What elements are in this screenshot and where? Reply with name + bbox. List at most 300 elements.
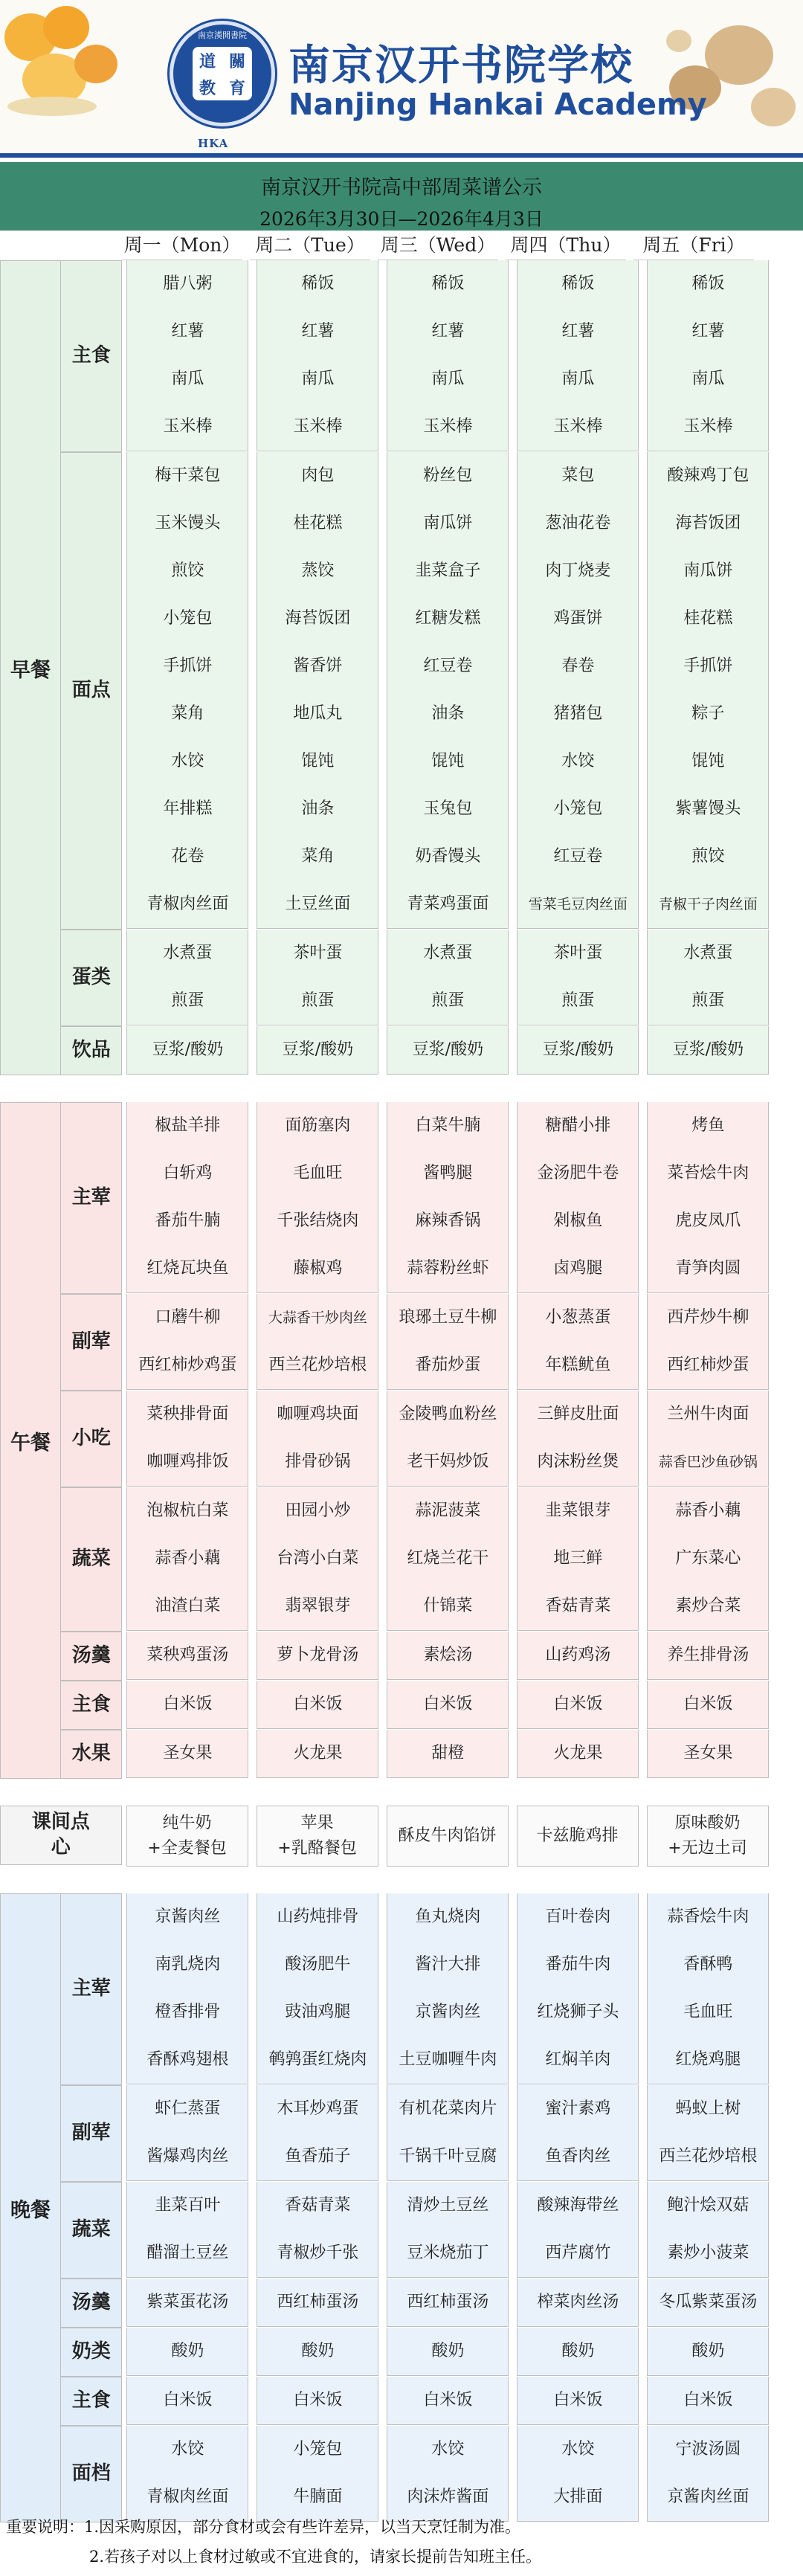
page-title: 南京汉开书院高中部周菜谱公示 [261, 176, 542, 199]
dish: 酱香饼 [293, 657, 343, 675]
category-label: 课间点心 [0, 1806, 122, 1865]
dish: +全麦餐包 [147, 1839, 227, 1858]
dish: 金汤肥牛卷 [537, 1164, 619, 1182]
dish: 醋溜土豆丝 [146, 2244, 229, 2262]
dish: 稀饭 [431, 274, 465, 293]
day-cell [257, 2328, 378, 2376]
dish: 雪菜毛豆肉丝面 [528, 896, 628, 912]
dish: 香酥鸡翅根 [146, 2050, 229, 2069]
logo-ring-text: 南京漢開書院 [198, 30, 247, 40]
dish: 春卷 [561, 657, 595, 675]
dish: 蒜蓉粉丝虾 [407, 1259, 489, 1278]
dish: 白米饭 [293, 2391, 343, 2409]
dish: 馄饨 [691, 752, 725, 770]
day-cell [647, 1102, 769, 1293]
category-label: 汤羹 [61, 1632, 122, 1681]
category-row [61, 1632, 803, 1681]
dish: 南瓜饼 [683, 561, 733, 580]
day-cell [126, 1806, 248, 1867]
day-cell [647, 260, 769, 451]
day-cell [517, 2279, 639, 2327]
day-cell [257, 260, 378, 451]
dish: 粉丝包 [423, 466, 473, 485]
dish: 椒盐羊排 [155, 1116, 221, 1135]
dish: 蒜香小藕 [675, 1501, 741, 1520]
dish: 水饺 [561, 2440, 595, 2459]
dish: 酸奶 [431, 2342, 465, 2360]
category-row [61, 930, 803, 1026]
dish: 水饺 [171, 752, 204, 770]
day-cell [647, 1294, 769, 1390]
day-cell [517, 1681, 639, 1729]
day-cell [257, 1893, 378, 2084]
dinner-section [0, 1893, 803, 2522]
day-cell [387, 1806, 509, 1867]
dish: 毛血旺 [683, 2003, 733, 2021]
day-cell [647, 2279, 769, 2327]
dish: 白米饭 [553, 1695, 603, 1713]
dish: 红焖羊肉 [545, 2050, 611, 2069]
day-cell [257, 2182, 378, 2278]
dish: 红烧兰花干 [407, 1549, 489, 1568]
section-gap [0, 1779, 803, 1806]
dish: 大排面 [553, 2488, 603, 2506]
dish: 红烧狮子头 [537, 2003, 619, 2021]
category-row [61, 1893, 803, 2085]
dish: 稀饭 [561, 274, 595, 293]
dish: 红薯 [691, 322, 725, 341]
day-cell [257, 1294, 378, 1390]
dish: 大蒜香干炒肉丝 [268, 1310, 367, 1326]
dish: 牛腩面 [293, 2488, 343, 2506]
category-row [61, 1487, 803, 1632]
dish: 水煮蛋 [423, 944, 473, 962]
category-row [61, 2377, 803, 2426]
dish: 桂花糕 [683, 609, 733, 628]
category-row [61, 1026, 803, 1075]
dish: 红烧鸡腿 [675, 2050, 741, 2069]
plate-decoration [7, 97, 97, 116]
dish: 花卷 [171, 847, 204, 866]
day-cell [387, 452, 509, 929]
day-cell [647, 1026, 769, 1075]
day-cell [126, 2279, 248, 2327]
dish: 菜角 [301, 847, 335, 866]
day-cell [257, 1487, 378, 1631]
category-label: 主食 [61, 260, 122, 452]
day-cells [122, 2377, 803, 2426]
dish: 菜苔烩牛肉 [667, 1164, 749, 1182]
dish: 麻辣香锅 [415, 1211, 481, 1230]
day-cells [122, 260, 803, 452]
category-row [61, 2426, 803, 2522]
day-cell [647, 1893, 769, 2084]
dish: 苹果 [300, 1814, 334, 1832]
category-label: 汤羹 [61, 2279, 122, 2328]
category-label: 副荤 [61, 1294, 122, 1391]
day-cell [257, 1102, 378, 1293]
dish: 素烩汤 [423, 1646, 473, 1664]
dish: 煎蛋 [691, 991, 725, 1010]
day-cell [517, 1391, 639, 1487]
dish: 卡兹脆鸡排 [536, 1826, 619, 1845]
dish: 咖喱鸡排饭 [146, 1452, 229, 1471]
dish: 煎蛋 [171, 991, 204, 1010]
dish: 南瓜 [561, 370, 595, 388]
dish: 玉米棒 [293, 417, 343, 436]
day-cells [122, 2182, 803, 2279]
dish: 豆浆/酸奶 [412, 1040, 484, 1059]
dish: 油条 [431, 704, 465, 723]
dish: 酸奶 [561, 2342, 595, 2360]
dish: 山药鸡汤 [545, 1646, 611, 1664]
day-cell [517, 452, 639, 929]
day-cell [257, 452, 378, 929]
dish: 玉米馒头 [155, 514, 221, 532]
category-row [61, 260, 803, 452]
dish: 番茄牛腩 [155, 1211, 221, 1230]
dish: 红豆卷 [553, 847, 603, 866]
dish: 冬瓜紫菜蛋汤 [659, 2293, 758, 2311]
dish: 火龙果 [553, 1744, 603, 1762]
day-header: 周五（Fri） [633, 231, 754, 260]
dish: 酸汤肥牛 [285, 1955, 351, 1974]
category-row [61, 2279, 803, 2328]
day-cell [517, 1893, 639, 2084]
logo-char: 教 [199, 78, 216, 98]
school-logo [170, 21, 275, 126]
dish: 青菜鸡蛋面 [407, 895, 489, 913]
dish: 酸辣鸡丁包 [667, 466, 749, 485]
dish: 猪猪包 [553, 704, 603, 723]
weekly-menu-table [0, 231, 803, 2522]
day-header: 周三（Wed） [378, 231, 498, 260]
dish: 白米饭 [423, 1695, 473, 1713]
dish: 奶香馒头 [415, 847, 481, 866]
day-cell [517, 2085, 639, 2181]
day-cell [126, 260, 248, 451]
day-cell [387, 1391, 509, 1487]
day-cell [257, 2279, 378, 2327]
day-cell [257, 1806, 378, 1867]
header [0, 0, 803, 156]
dish: 腊八粥 [163, 274, 213, 293]
dish: 蒜泥菠菜 [415, 1501, 481, 1520]
dish: 素炒小菠菜 [667, 2244, 749, 2262]
day-cell [387, 1294, 509, 1390]
dish: 纯牛奶 [162, 1814, 212, 1832]
dish: 水饺 [561, 752, 595, 770]
day-cell [517, 1487, 639, 1631]
dish: 萝卜龙骨汤 [277, 1646, 359, 1664]
day-cells [122, 1806, 803, 1867]
dish: 稀饭 [301, 274, 335, 293]
dish: 田园小炒 [285, 1501, 351, 1520]
day-cells [122, 1893, 803, 2085]
dish: 白米饭 [423, 2391, 473, 2409]
day-cell [387, 2377, 509, 2425]
meal-label: 早餐 [0, 260, 61, 1075]
dish: 鱼丸烧肉 [415, 1907, 481, 1926]
dish: 木耳炒鸡蛋 [277, 2099, 359, 2118]
dish: 小笼包 [163, 609, 213, 628]
category-row [61, 1730, 803, 1779]
day-cell [126, 1102, 248, 1293]
day-cell [257, 2085, 378, 2181]
day-cell [647, 2085, 769, 2181]
category-label: 饮品 [61, 1026, 122, 1075]
day-cell [517, 1294, 639, 1390]
dish: 山药炖排骨 [277, 1907, 359, 1926]
dish: 年排糕 [163, 799, 213, 818]
dish: 琅琊土豆牛柳 [399, 1308, 497, 1327]
dish: 宁波汤圆 [675, 2440, 741, 2459]
day-cell [387, 260, 509, 451]
section-gap [0, 1867, 803, 1893]
day-cell [517, 2377, 639, 2425]
day-cell [257, 1730, 378, 1778]
dish: 青笋肉圆 [675, 1259, 741, 1278]
day-cell [126, 1893, 248, 2084]
day-cell [257, 1632, 378, 1680]
day-cell [126, 452, 248, 929]
dish: +无边土司 [668, 1839, 747, 1858]
day-cell [517, 1730, 639, 1778]
dish: 酥皮牛肉馅饼 [398, 1826, 497, 1845]
dish: 豉油鸡腿 [285, 2003, 351, 2021]
category-label: 水果 [61, 1730, 122, 1779]
dish: 什锦菜 [423, 1597, 473, 1615]
category-row [61, 1681, 803, 1730]
school-name-cn: 南京汉开书院学校 [288, 42, 633, 90]
dish: 馄饨 [301, 752, 335, 770]
dish: 火龙果 [293, 1744, 343, 1762]
dish: 蚂蚁上树 [675, 2099, 741, 2118]
day-cells [122, 1730, 803, 1779]
category-row [61, 452, 803, 930]
dish: 京酱肉丝 [155, 1907, 221, 1926]
meal-body [61, 1893, 803, 2522]
dish: 菜秧排骨面 [146, 1405, 229, 1423]
dish: 鲍汁烩双菇 [667, 2196, 749, 2215]
day-cells [122, 1391, 803, 1487]
day-cell [647, 1681, 769, 1729]
dish: 地三鲜 [553, 1549, 603, 1568]
day-cell [647, 1487, 769, 1631]
dish: 南瓜 [431, 370, 465, 388]
dish: 京酱肉丝面 [667, 2488, 749, 2506]
dish: 南瓜 [691, 370, 725, 388]
logo-char: 關 [228, 51, 245, 71]
dish: 馄饨 [431, 752, 465, 770]
dish: 番茄牛肉 [545, 1955, 611, 1974]
dish: 桂花糕 [293, 514, 343, 532]
dish: 原味酸奶 [674, 1814, 741, 1832]
day-cell [517, 2182, 639, 2278]
dish: 韭菜盒子 [415, 561, 481, 580]
day-cell [387, 2279, 509, 2327]
dish: 榨菜肉丝汤 [537, 2293, 619, 2311]
dish: 水饺 [431, 2440, 465, 2459]
dish: 红薯 [431, 322, 465, 341]
day-header: 周四（Thu） [506, 231, 626, 260]
dish: 虎皮凤爪 [675, 1211, 741, 1230]
dish: 千锅千叶豆腐 [399, 2147, 497, 2166]
dish: 菜秧鸡蛋汤 [146, 1646, 229, 1664]
dish: 金陵鸭血粉丝 [399, 1405, 497, 1423]
dish: 蒸饺 [301, 561, 335, 580]
day-cells [122, 452, 803, 930]
day-cell [387, 1730, 509, 1778]
dish: 藤椒鸡 [293, 1259, 343, 1278]
category-row [61, 1294, 803, 1391]
category-label: 主荤 [61, 1893, 122, 2085]
day-header: 周二（Tue） [250, 231, 370, 260]
day-cell [647, 1806, 769, 1867]
dish: 韭菜银芽 [545, 1501, 611, 1520]
dish: 茶叶蛋 [553, 944, 603, 962]
dish: 酸奶 [171, 2342, 204, 2360]
day-cells [122, 2279, 803, 2328]
day-cell [517, 930, 639, 1025]
day-cell [647, 452, 769, 929]
dish: 面筋塞肉 [285, 1116, 351, 1135]
category-row [61, 2328, 803, 2377]
dish: 南乳烧肉 [155, 1955, 221, 1974]
dish: 排骨砂锅 [285, 1452, 351, 1471]
dish: 红薯 [171, 322, 204, 341]
day-cell [647, 2426, 769, 2522]
dish: 油条 [301, 799, 335, 818]
dish: 手抓饼 [163, 657, 213, 675]
dish: 红薯 [561, 322, 595, 341]
dish: 菜包 [561, 466, 595, 485]
dish: 兰州牛肉面 [667, 1405, 749, 1423]
dish: 蒜香小藕 [155, 1549, 221, 1568]
dish: 咖喱鸡块面 [277, 1405, 359, 1423]
dish: 老干妈炒饭 [407, 1452, 489, 1471]
category-label: 主荤 [61, 1102, 122, 1294]
school-name-en: Nanjing Hankai Academy [288, 88, 707, 122]
day-cell [387, 2085, 509, 2181]
dish: 白米饭 [683, 2391, 733, 2409]
dish: 手抓饼 [683, 657, 733, 675]
dish: 肉包 [301, 466, 335, 485]
day-cell [126, 2426, 248, 2522]
dish: 青椒干子肉丝面 [658, 896, 758, 912]
dish: 豆浆/酸奶 [282, 1040, 354, 1059]
day-cell [126, 1632, 248, 1680]
dish: 紫菜蛋花汤 [146, 2293, 229, 2311]
category-label: 奶类 [61, 2328, 122, 2377]
dish: 西红柿蛋汤 [277, 2293, 359, 2311]
dish: 豆浆/酸奶 [672, 1040, 744, 1059]
day-cell [257, 1681, 378, 1729]
dish: 酱鸭腿 [423, 1164, 473, 1182]
dish: 酱汁大排 [415, 1955, 481, 1974]
dish: 烤鱼 [691, 1116, 725, 1135]
dish: 千张结烧肉 [277, 1211, 359, 1230]
day-cell [517, 260, 639, 451]
section-gap [0, 1075, 803, 1102]
category-label: 面点 [61, 452, 122, 930]
dish: 西红柿炒鸡蛋 [138, 1356, 237, 1374]
meal-label: 晚餐 [0, 1893, 61, 2522]
dish: 煎蛋 [301, 991, 335, 1010]
logo-char: 道 [199, 51, 216, 71]
dish: 蒜香巴沙鱼砂锅 [658, 1454, 758, 1470]
dish: 肉丁烧麦 [545, 561, 611, 580]
logo-caption: HKA [198, 137, 229, 150]
dish: 梅干菜包 [155, 466, 221, 485]
dish: 白米饭 [163, 1695, 213, 1713]
dish: 酸奶 [301, 2342, 335, 2360]
dish: 豆米烧茄丁 [407, 2244, 489, 2262]
dish: 菜角 [171, 704, 204, 723]
dish: 番茄炒蛋 [415, 1356, 481, 1374]
note-line: 2.若孩子对以上食材过敏或不宜进食的，请家长提前告知班主任。 [89, 2548, 542, 2566]
dish: 玉米棒 [553, 417, 603, 436]
dish: 台湾小白菜 [277, 1549, 359, 1568]
day-cell [647, 1632, 769, 1680]
dish: 油渣白菜 [155, 1597, 221, 1615]
dish: 豆浆/酸奶 [542, 1040, 614, 1059]
dish: 煎饺 [691, 847, 725, 866]
day-cells [122, 1487, 803, 1632]
dish: 韭菜百叶 [155, 2196, 221, 2215]
header-spacer [0, 231, 122, 260]
day-cell [517, 2328, 639, 2376]
dish: 口蘑牛柳 [155, 1308, 221, 1327]
logo-char: 育 [228, 78, 245, 98]
day-cell [517, 1632, 639, 1680]
dish: 煎蛋 [431, 991, 465, 1010]
day-cells [122, 1102, 803, 1294]
dish: 酸辣海带丝 [537, 2196, 619, 2215]
day-cells [122, 1632, 803, 1681]
lunch-section [0, 1102, 803, 1779]
category-label: 主食 [61, 2377, 122, 2426]
dish: 水煮蛋 [163, 944, 213, 962]
dish: 鱼香肉丝 [545, 2147, 611, 2166]
dish: 糖醋小排 [545, 1116, 611, 1135]
dish: 翡翠银芽 [285, 1597, 351, 1615]
dish: 白米饭 [293, 1695, 343, 1713]
dish: 红薯 [301, 322, 335, 341]
day-cell [387, 1632, 509, 1680]
dish: 毛血旺 [293, 1164, 343, 1182]
dish: 清炒土豆丝 [407, 2196, 489, 2215]
dish: 卤鸡腿 [553, 1259, 603, 1278]
day-cell [647, 2328, 769, 2376]
dish: 香菇青菜 [545, 1597, 611, 1615]
dish: 南瓜 [301, 370, 335, 388]
day-cell [647, 2182, 769, 2278]
day-cells [122, 1294, 803, 1391]
dish: 土豆丝面 [285, 895, 351, 913]
day-cell [387, 2182, 509, 2278]
category-row [61, 2085, 803, 2182]
dish: 京酱肉丝 [415, 2003, 481, 2021]
dish: 青椒肉丝面 [146, 2488, 229, 2506]
dish: 酱爆鸡肉丝 [146, 2147, 229, 2166]
category-row [61, 1102, 803, 1294]
dish: 白菜牛腩 [415, 1116, 481, 1135]
day-header-row [0, 231, 803, 260]
day-cells [122, 2328, 803, 2377]
day-cell [387, 2328, 509, 2376]
dish: 甜橙 [431, 1744, 465, 1762]
